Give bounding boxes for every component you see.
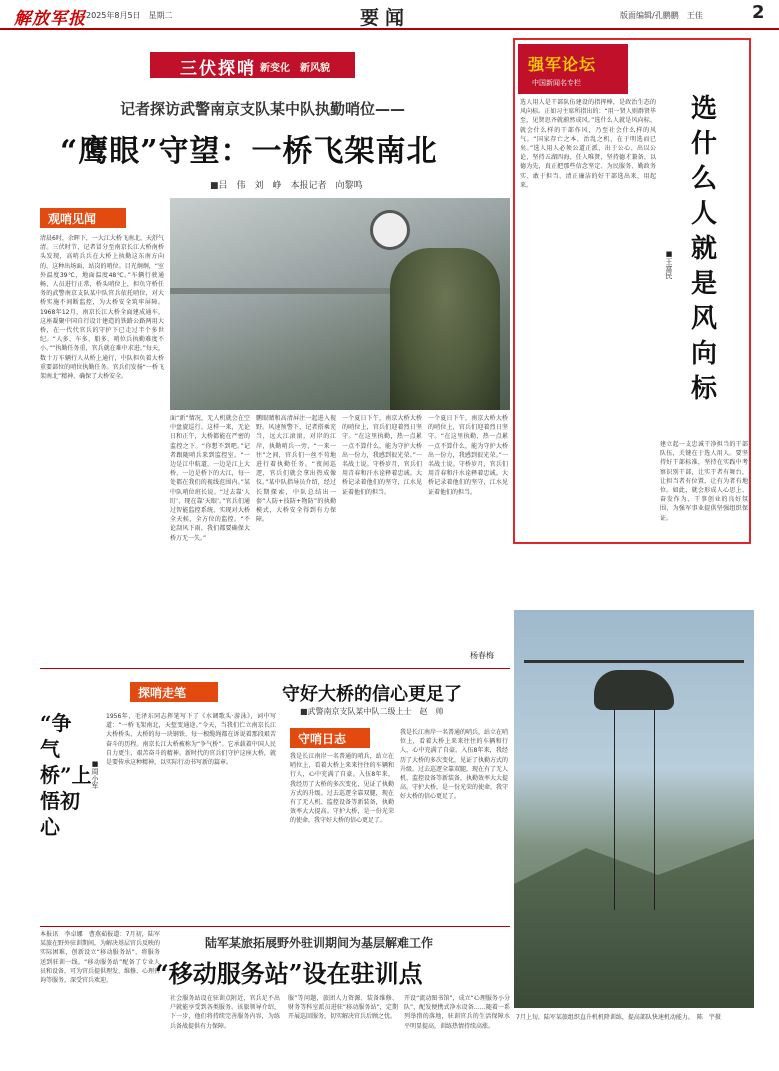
commentary-author: ■周小军 bbox=[91, 760, 99, 789]
bridge-shape bbox=[170, 288, 390, 294]
mid-story-tag: 守哨日志 bbox=[290, 728, 370, 748]
story-pre-title: 记者探访武警南京支队某中队执勤哨位—— bbox=[120, 100, 406, 118]
bottom-story-column-3: 服”等问题，旅团人力资源、装备维修、财务等科室派员进驻“移动服务站”，定期开展巡回服务，切实解决官兵后顾之忧。 bbox=[288, 995, 398, 1021]
clock-icon bbox=[370, 210, 410, 250]
story-column-2: 面“新”情况，无人机就会在空中盘旋巡行。这样一来，无论日和正午，大桥都能在严密的监控之下。“你想不到吧。”记者跟随哨兵来到监控室。“一边是江中航道，一边是江上大桥，一边是桥下的大江，每一处都在我们的视线范围内。”某中队哨位班长说。“过去靠‘人盯’，现在靠‘天眼’。”官兵们通过智能监控系统，实现对大桥全天候、全方位的监控。“不论刮风下雨，我们都要确保大桥万无一失。” bbox=[170, 415, 250, 542]
mid-story-headline: 守好大桥的信心更足了 bbox=[282, 684, 462, 705]
mid-story-column-1: 我是长江南岸一名普通的哨兵，站立在哨位上，看着大桥上来来往往的车辆和行人，心中充满了自豪。入伍8年来，我经历了大桥的多次变化，见证了执勤方式的升级。过去巡逻全靠双腿，现在有了无人机、监控设备等新装备，执勤效率大大提高。守护大桥，是一份光荣的使命，我守好大桥的信心更足了。 bbox=[290, 753, 394, 825]
photo-caption: 7月上旬，陆军某旅组织直升机机降训练，提高部队快速机动能力。 陈 宇摄 bbox=[516, 1014, 721, 1021]
section-title: 要闻 bbox=[360, 7, 411, 29]
commentary-tag: 探哨走笔 bbox=[130, 682, 218, 702]
divider bbox=[40, 668, 510, 669]
opinion-column-2: 建立起一支忠诚干净担当的干部队伍，关键在于选人用人。要坚持好干部标准，坚持在实践中考察识别干部，让实干者有舞台，让担当者有位置，让有为者有地位。如此，就会形成人心思上、奋发作为、干事创业的良好氛围，为强军事业提供坚强组织保证。 bbox=[660, 441, 748, 522]
banner-sub: 新变化 新风貌 bbox=[260, 63, 330, 74]
commentary-headline: “争气桥”上悟初心 bbox=[40, 711, 92, 839]
bridge-sentry-photo bbox=[170, 198, 510, 410]
opinion-column-header bbox=[518, 44, 628, 94]
story-column-1: 清晨6时，余晖下，一大江大桥飞南北，天舒气清。三伏时节，记者冒分至南京长江大桥南桥头发现，高哨兵兵在大桥上执勤这东南方向的，这种出场面，站岗的哨位。目光炯炯，“室外温度39℃，地面温度48℃。”车辆行驶通畅，人员进行正常，桥头哨位上，担负守桥任务的武警南京支队某中队官兵依托哨位，对大桥实施不间断监控，为大桥安全筑牢屏障。1968年12月，南京长江大桥全面建成通车，这座凝聚中国自行设计建造的铁路公路两用大桥，在一代代官兵的守护下已走过半个多世纪。“人多、车多、船多，哨位兵执勤难度不小。”“执勤任务重，官兵就在难中求进。”每天，数十万车辆行人从桥上通行，中队担负着大桥重要部位的哨位执勤任务。官兵们发扬“一桥飞架南北”精神，确保了大桥安全。 bbox=[40, 235, 164, 381]
soldier-figure bbox=[390, 248, 500, 410]
opinion-column-title: 强军论坛 bbox=[528, 55, 597, 74]
story-byline: ■吕 伟 刘 峥 本报记者 向黎鸣 bbox=[210, 181, 363, 191]
opinion-column-sub: 中国新闻名专栏 bbox=[532, 79, 581, 87]
mountain-shape bbox=[514, 830, 754, 1008]
story-column-4: 一个夏日下午，南京大桥大桥的哨位上，官兵们迎着烈日坚守。“在这里执勤，热一点累一点不算什么，能为守护大桥出一份力，我感到很光荣。”一名战士说。守桥岁月，官兵们用青春和汗水诠释着忠诚。大桥记录着他们的坚守，江水见证着他们的担当。 bbox=[342, 415, 422, 496]
helicopter-shape bbox=[594, 670, 674, 710]
story-column-5: 一个夏日下午，南京大桥大桥的哨位上，官兵们迎着烈日坚守。“在这里执勤，热一点累一点不算什么，能为守护大桥出一份力，我感到很光荣。”一名战士说。守桥岁月，官兵们用青春和汗水诠释着忠诚。大桥记录着他们的坚守，江水见证着他们的担当。 bbox=[428, 415, 508, 496]
issue-date: 2025年8月5日 星期二 bbox=[86, 11, 173, 20]
opinion-column-1: 选人用人是干部队伍建设的指挥棒，是政治生态的风向标。正如习主席所指出的：“用一贤人则群贤毕至，见贤思齐就蔚然成风。”选什么人就是风向标，就会什么样的干部作风，乃至社会什么样的风气。“国家存亡之本，治乱之机，在于明选而已矣。”选人用人必须公道正派，出于公心、出以公论，坚持五湖四海、任人唯贤，坚持德才兼备、以德为先，真正把那些信念坚定、为民服务、勤政务实、敢于担当、清正廉洁的好干部选出来，用起来。 bbox=[520, 99, 656, 189]
story-column-3: 鹏眼睛和高清屏注一起进入视野。风速预警下，记者搭乘充当，远大江滚滚，对岸的江岸，执勤哨兵一旁，“一来一往”之间，官兵们一丝不苟地进行着执勤任务。“夜间巡逻，官兵们就会拿出热成像仪。”某中队指导员介绍，经过长期探索，中队总结出一套“人防+技防+物防”的执勤模式，大桥安全得到有力保障。 bbox=[256, 415, 336, 524]
rope-right bbox=[654, 710, 655, 910]
masthead bbox=[0, 0, 779, 30]
story-headline: “鹰眼”守望：一桥飞架南北 bbox=[60, 134, 438, 169]
section-tag: 观哨见闻 bbox=[40, 208, 126, 228]
column-banner bbox=[150, 52, 355, 78]
newspaper-logo: 解放军报 bbox=[14, 9, 86, 29]
opinion-author: ■王富民 bbox=[665, 250, 673, 279]
opinion-headline: 选什么人就是风向标 bbox=[690, 94, 717, 404]
bottom-story-column-4: 开设“流动图书馆”，成立“心理服务小分队”，配发便携式净水设备……随着一系列举措的落地，驻训官兵的生活保障水平明显提高，训练热情持续高涨。 bbox=[404, 995, 510, 1030]
divider bbox=[40, 926, 510, 927]
banner-main: 三伏探哨 bbox=[180, 59, 256, 79]
rope-left bbox=[614, 710, 615, 910]
mid-story-column-2: 我是长江南岸一名普通的哨兵，站立在哨位上，看着大桥上来来往往的车辆和行人，心中充满了自豪。入伍8年来，我经历了大桥的多次变化，见证了执勤方式的升级。过去巡逻全靠双腿，现在有了无人机、监控设备等新装备，执勤效率大大提高。守护大桥，是一份光荣的使命，我守好大桥的信心更足了。 bbox=[400, 729, 508, 801]
bottom-story-pre-title: 陆军某旅拓展野外驻训期间为基层解难工作 bbox=[205, 936, 434, 950]
commentary-body: 1956年，毛泽东同志挥笔写下了《水调歌头·游泳》，词中写道：“一桥飞架南北，天堑变通途。”今天，当我们伫立南京长江大桥桥头，大桥的每一块钢铁、每一根缆绳都在诉说着那段艰苦奋斗的历程。南京长江大桥被称为“争气桥”。它承载着中国人民自力更生、艰苦奋斗的精神。新时代的官兵们守护这座大桥，就是要传承这种精神，以实际行动书写新的篇章。 bbox=[106, 713, 276, 767]
bottom-story-column-1: 本报讯 李卓娜 曹燕茹报道：7月初，陆军某旅在野外驻训期间，为解决基层官兵反映的实际困难，创新设立“移动服务站”，将服务送到驻训一线。“移动服务站”配备了专业人员和设备，可为官兵提供理发、维修、心理咨询等服务，深受官兵欢迎。 bbox=[40, 931, 160, 985]
rotor-shape bbox=[524, 660, 744, 663]
bottom-story-headline: “移动服务站”设在驻训点 bbox=[155, 959, 423, 988]
editor-note: 杨春梅 bbox=[470, 651, 494, 660]
mid-story-byline: ■武警南京支队某中队二级上士 赵 帅 bbox=[300, 707, 444, 716]
helicopter-photo bbox=[514, 610, 754, 1008]
page-editors: 版面编辑/孔鹏鹏 王佳 bbox=[620, 11, 703, 20]
page-number: 2 bbox=[752, 2, 765, 23]
bottom-story-column-2: 社会服务站设在驻训点附近，官兵足不出户就能享受到各类服务。该旅领导介绍，下一步，他们将持续完善服务内容，为练兵备战提供有力保障。 bbox=[170, 995, 280, 1030]
